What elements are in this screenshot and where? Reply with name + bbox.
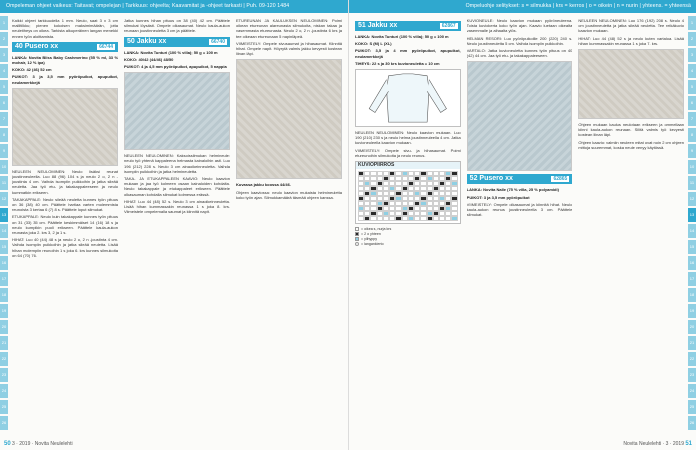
pattern-40-body-2: TAKAKAPPALE: Neulo sileää neuletta kunnes työn pituus on 36 (38) 40 cm. Päättele hartiaa varten molemmista reunoista 3 kertaa 6 (7) 8 s. Päättele loput silmukat. (12, 196, 118, 213)
edge-tab[interactable]: 12 (688, 192, 696, 206)
edge-tab[interactable]: 5 (0, 80, 8, 94)
pattern-40-size: KOKO: 42 (46) 52 cm (12, 67, 52, 73)
edge-tab[interactable]: 23 (688, 368, 696, 382)
pattern-52-needles: PUIKOT: 3 ja 3,5 mm pyöröpuikot (466, 194, 530, 200)
pattern-51-body-1: NEULEEN NEULOMINEN: Neulo kaavion mukaan. Luo 190 (210) 230 s ja neulo helma joustinneuleella 4 cm. Jatka kuvioneuleella kaavion mukaan. (355, 130, 461, 146)
pattern-52-body-3: HIHAT: Luo 44 (48) 52 s ja neulo kuten vartaloa. Lisää hihan kummassakin reunassa 1 s joka 7. krs. (578, 35, 685, 46)
edge-tab[interactable]: 8 (688, 128, 696, 142)
right-page (348, 0, 696, 450)
right-edge-tabs (688, 16, 696, 430)
pattern-50-body-4: HIHAT: Luo 44 (48) 52 s. Neulo 3 cm ainaoikeinneuletta. Lisää hihan kummassakin reunassa 1 s joka 8. krs. Viimeistele ompelemalla saumat ja kiinnitä napit. (124, 198, 230, 215)
pattern-50-body-3: TAKA- JA ETUKAPPALEEN KAAVIO: Neulo kaavion mukaan ja jaa työ kolmeen osaan kainaloiden kohdalta. Neulo takakappale ja etukappaleet erikseen. Päättele olkasauman kohdalla silmukat kolmessa erässä. (124, 176, 230, 197)
pattern-40-title: 40 Pusero xx (15, 42, 59, 50)
pattern-50-code: 66740 (211, 38, 225, 45)
pattern-52-body-4: Ohjeen mukaan kaulus neulotaan erikseen ja ommellaan kiinni kaula-aukon reunaan. Silitä valmis työ kevyesti kostean liinan läpi. (578, 122, 685, 138)
edge-tab[interactable]: 21 (0, 336, 8, 350)
right-column-2 (467, 18, 573, 436)
edge-tab[interactable]: 19 (0, 304, 8, 318)
edge-tab[interactable]: 22 (688, 352, 696, 366)
pattern-51-body-5: VARTALO: Jatka kuvioneuletta kunnes työn pituus on 40 (42) 44 cm. Jaa työ etu- ja takakappaleeseen. (466, 48, 573, 59)
pattern-50-body-6: VIIMEISTELY: Ompele sivusaumat ja hihasaumat. Kiinnitä hihat. Ompele napit. Höyrytä valmis jakku kevyesti kostean liinan läpi. (236, 40, 342, 57)
edge-tab[interactable]: 7 (0, 112, 8, 126)
edge-tab[interactable]: 18 (0, 288, 8, 302)
pattern-50-body-2: NEULEEN NEULOMINEN: Kaksoissilmukan helmineule: neulo työ yhtenä kappaleena helmasta kainaloihin asti. Luo 196 (212) 228 s. Neulo 3 cm ainaoikeinneuletta. Vaihda isompiin puikkoihin ja jatka helmineuletta. (124, 153, 230, 174)
pattern-50-large-photo (236, 59, 342, 179)
edge-tab[interactable]: 5 (688, 80, 696, 94)
left-edge-tabs (0, 16, 8, 430)
pattern-51-code: 62867 (441, 23, 456, 29)
right-columns (355, 18, 684, 436)
edge-tab[interactable]: 17 (688, 272, 696, 286)
edge-tab[interactable]: 19 (688, 304, 696, 318)
edge-tab[interactable]: 16 (688, 256, 696, 270)
legend-item (355, 242, 461, 247)
legend-swatch (355, 227, 359, 231)
edge-tab[interactable]: 9 (0, 144, 8, 158)
edge-tab[interactable]: 24 (688, 384, 696, 398)
pattern-40-body-4: HIHAT: Luo 40 (44) 48 s ja neulo 2 o, 2 n -joustinta 4 cm. Vaihda isompiin puikkoihin ja jatka sileää neuletta. Lisää hihan molempiin reunoihin 1 s joka 6. krs kunnes silmukoita on 64 (70) 76. (12, 237, 118, 258)
legend-text: = ylihyppy (361, 237, 378, 242)
pattern-50-body-5: ETUREUNAN JA KAULUKSEN NEULOMINEN: Poimi oikean etureunan alareunasta silmukoita, niskan takaa ja vasemmasta etureunasta. Neulo 2 o, 2 n -joustinta 6 krs ja tee oikeaan etureunaan 5 napinläpeä. (236, 18, 342, 39)
edge-tab[interactable]: 25 (688, 400, 696, 414)
left-page-number: 50 (4, 441, 11, 447)
left-topbar: Ompeleman ohjeet vaikeus: Taitavat; ompelejan | Tarkkuus: ohjeelta; Kaavamitat ja -ohjeet tarkasti | Puh. 09-120 1484 (0, 0, 348, 13)
edge-tab[interactable]: 24 (0, 384, 8, 398)
edge-tab[interactable]: 9 (688, 144, 696, 158)
pattern-51-body-3: KUVIONEULE: Neulo kaavion mukaan pyöröneuleena. Toista kuviokerta koko työn ajan. Kaavio luetaan oikealta vasemmalle ja alhaalta ylös. (466, 18, 573, 34)
edge-tab[interactable]: 1 (688, 16, 696, 30)
right-page-number: 51 (685, 441, 692, 447)
edge-tab[interactable]: 23 (0, 368, 8, 382)
pattern-40-photo (12, 88, 118, 166)
edge-tab[interactable]: 2 (0, 32, 8, 46)
right-topbar: Ompeluohje selitykset: s = silmukka | krs = kerros | o = oikein | n = nurin | yhteens. = yhteensä (349, 0, 696, 13)
pattern-51-size: KOKO: S (M) L (XL) (355, 41, 392, 47)
edge-tab[interactable]: 15 (688, 240, 696, 254)
pattern-52-heading (467, 174, 573, 184)
edge-tab[interactable]: 25 (0, 400, 8, 414)
knitting-chart-title: KUVIOPIIRROS (356, 162, 460, 169)
edge-tab[interactable]: 10 (0, 160, 8, 174)
pattern-50-heading (124, 37, 230, 47)
pattern-51-photo (467, 61, 573, 171)
edge-tab[interactable]: 7 (688, 112, 696, 126)
edge-tab[interactable]: 6 (0, 96, 8, 110)
edge-tab[interactable]: 26 (0, 416, 8, 430)
edge-tab[interactable]: 20 (0, 320, 8, 334)
pattern-50-needles: PUIKOT: 4 ja 4,5 mm pyöröpuikot, apupuikot, 5 nappia (124, 64, 227, 70)
edge-tab[interactable]: 21 (688, 336, 696, 350)
left-column-1 (12, 18, 118, 436)
edge-tab[interactable]: 18 (688, 288, 696, 302)
pattern-52-yarn: LANKA: Novita Nalle (75 % villa, 25 % polyamidi) (466, 187, 559, 193)
pattern-52-body-2: NEULEEN NEULOMINEN: Luo 176 (192) 208 s. Neulo 4 cm joustinneuletta ja jatka sileää neuletta. Tee reikäkuvio kaavion mukaan. (578, 18, 685, 34)
left-column-2 (124, 18, 230, 436)
chart-legend (355, 227, 461, 247)
legend-text: = oikea s, nurja krs (361, 227, 392, 232)
right-column-1 (355, 18, 461, 436)
pattern-51-body-4: HELMAN RESORI: Luo pyöröpuikoille 200 (220) 240 s. Neulo joustinneuletta 5 cm. Vaihda isompiin puikkoihin. (466, 35, 573, 46)
edge-tab[interactable]: 4 (688, 64, 696, 78)
right-footer: Novita Neulelehti · 3 · 2019 (623, 441, 684, 447)
edge-tab[interactable]: 15 (0, 240, 8, 254)
pattern-52-code: 62865 (553, 176, 568, 183)
legend-swatch (355, 237, 359, 241)
edge-tab[interactable]: 8 (0, 128, 8, 142)
pattern-40-body-1: NEULEEN NEULOMINEN: Neulo lisäksi reunat joustinneuleella. Luo 88 (96) 104 s ja neulo 2 o, 2 n -joustinta 4 cm. Vaihda isompiin puikkoihin ja jatka sileää neuletta. Jaa työ etu- ja takakappaleeseen ja neulo kummatkin erikseen. (12, 168, 118, 195)
pattern-52-body-1: VIIMEISTELY: Ompele olkasaumat ja kiinnitä hihat. Neulo kaula-aukon reunus joustinneuleella 3 cm. Päättele silmukat. (466, 201, 573, 218)
pattern-52-title: 52 Pusero xx (469, 175, 513, 183)
pattern-40-code: 66744 (99, 43, 113, 50)
edge-tab[interactable]: 20 (688, 320, 696, 334)
pattern-40-heading (12, 42, 118, 52)
chart-cell (451, 216, 457, 221)
pattern-51-body-2: VIIMEISTELY: Ompele sivu- ja hihasaumat. Poimi etureunoihin silmukoita ja neulo reunus. (355, 147, 461, 158)
pattern-51-gauge: TIHEYS: 22 s ja 30 krs kuvioneuletta = 10 cm (355, 60, 440, 66)
legend-text: = langankierto (361, 242, 384, 247)
edge-tab[interactable]: 3 (0, 48, 8, 62)
pattern-40-yarn: LANKA: Novita Bliss Baby Cashmerino (55 % ml, 33 % mohair, 12 % ipa) (12, 54, 118, 66)
edge-tab-active[interactable]: 13 (0, 208, 8, 222)
pattern-51-yarn: LANKA: Novita Tunturi (100 % villa); 50 g = 100 m (355, 34, 449, 39)
pattern-50-yarn: LANKA: Novita Tunturi (100 % villa); 50 g = 100 m (124, 49, 218, 55)
pattern-52-photo (578, 49, 684, 119)
edge-tab[interactable]: 11 (0, 176, 8, 190)
legend-text: = 2 o yhteen (361, 232, 381, 237)
legend-swatch (355, 242, 359, 246)
edge-tab[interactable]: 14 (688, 224, 696, 238)
edge-tab[interactable]: 10 (688, 160, 696, 174)
right-column-3 (578, 18, 684, 436)
pattern-51-schematic (355, 69, 461, 127)
knitting-chart (355, 161, 461, 224)
pattern-52-body-5: Ohjeen kaavio: valmiin neuleen mitat ovat noin 2 cm ohjeen mittoja suuremmat, koska neule venyy käytössä. (578, 139, 685, 150)
edge-tab[interactable]: 1 (0, 16, 8, 30)
pattern-51-needles: PUIKOT: 3,5 ja 4 mm pyöröpuikot, apupuikot, neulamerkkejä (355, 48, 461, 59)
edge-tab[interactable]: 22 (0, 352, 8, 366)
pattern-40-body-5: Jatka kunnes hihan pituus on 38 (40) 42 cm. Päättele silmukat löysästi. Ompele olkasaumat. Neulo kaula-aukon reunaan joustinneuletta 3 cm ja päättele. (124, 18, 230, 34)
edge-tab[interactable]: 2 (688, 32, 696, 46)
legend-swatch (355, 232, 359, 236)
pattern-51-title: 51 Jakku xx (358, 22, 398, 29)
edge-tab[interactable]: 26 (688, 416, 696, 430)
pattern-50-title: 50 Jakku xx (127, 37, 167, 45)
left-footer: 3 · 2019 · Novita Neulelehti (12, 441, 73, 447)
knitting-chart-grid (356, 169, 460, 223)
edge-tab[interactable]: 16 (0, 256, 8, 270)
pattern-40-body-3: ETUKAPPALE: Neulo kuin takakappale kunnes työn pituus on 31 (33) 35 cm. Päättele keskimmäiset 14 (16) 18 s ja neulo kumpikin puoli erikseen. Päättele kaula-aukon reunasta joka 2. krs 3, 2 ja 1 s. (12, 214, 118, 236)
photo-caption: Kuvassa jakku koossa 44/46. (236, 182, 291, 188)
edge-tab[interactable]: 4 (0, 64, 8, 78)
edge-tab[interactable]: 3 (688, 48, 696, 62)
left-columns (12, 18, 342, 436)
pattern-50-photo (124, 72, 230, 150)
pattern-50-body-7: Ohjeen kaaviossa: neulo kaavion mukaista helmineuletta koko työn ajan. Silmukkamäärä täsmää ohjeen kanssa. (236, 189, 342, 200)
edge-tab[interactable]: 14 (0, 224, 8, 238)
edge-tab[interactable]: 11 (688, 176, 696, 190)
edge-tab[interactable]: 6 (688, 96, 696, 110)
intro-paragraph: Kaikki ohjeet tarkkuudella 1 mm. Neulo, saat 3 x 3 cm mallitilkku; pienen kokoisen maksimimäärän, jotta neuletiheys on oikea. Tarkista alkuperäinen langan menekki ennen työn aloittamista. (12, 18, 118, 39)
pattern-50-size: KOKO: 40/42 (44/46) 48/50 (124, 56, 174, 62)
left-column-3 (236, 18, 342, 436)
schematic-drawing (356, 70, 460, 126)
pattern-51-heading (355, 21, 461, 31)
edge-tab[interactable]: 12 (0, 192, 8, 206)
edge-tab[interactable]: 17 (0, 272, 8, 286)
pattern-40-needles: PUIKOT: 3 ja 3,5 mm pyöröpuikot, apupuikot, neulamerkkejä (12, 74, 118, 85)
edge-tab-active[interactable]: 13 (688, 208, 696, 222)
